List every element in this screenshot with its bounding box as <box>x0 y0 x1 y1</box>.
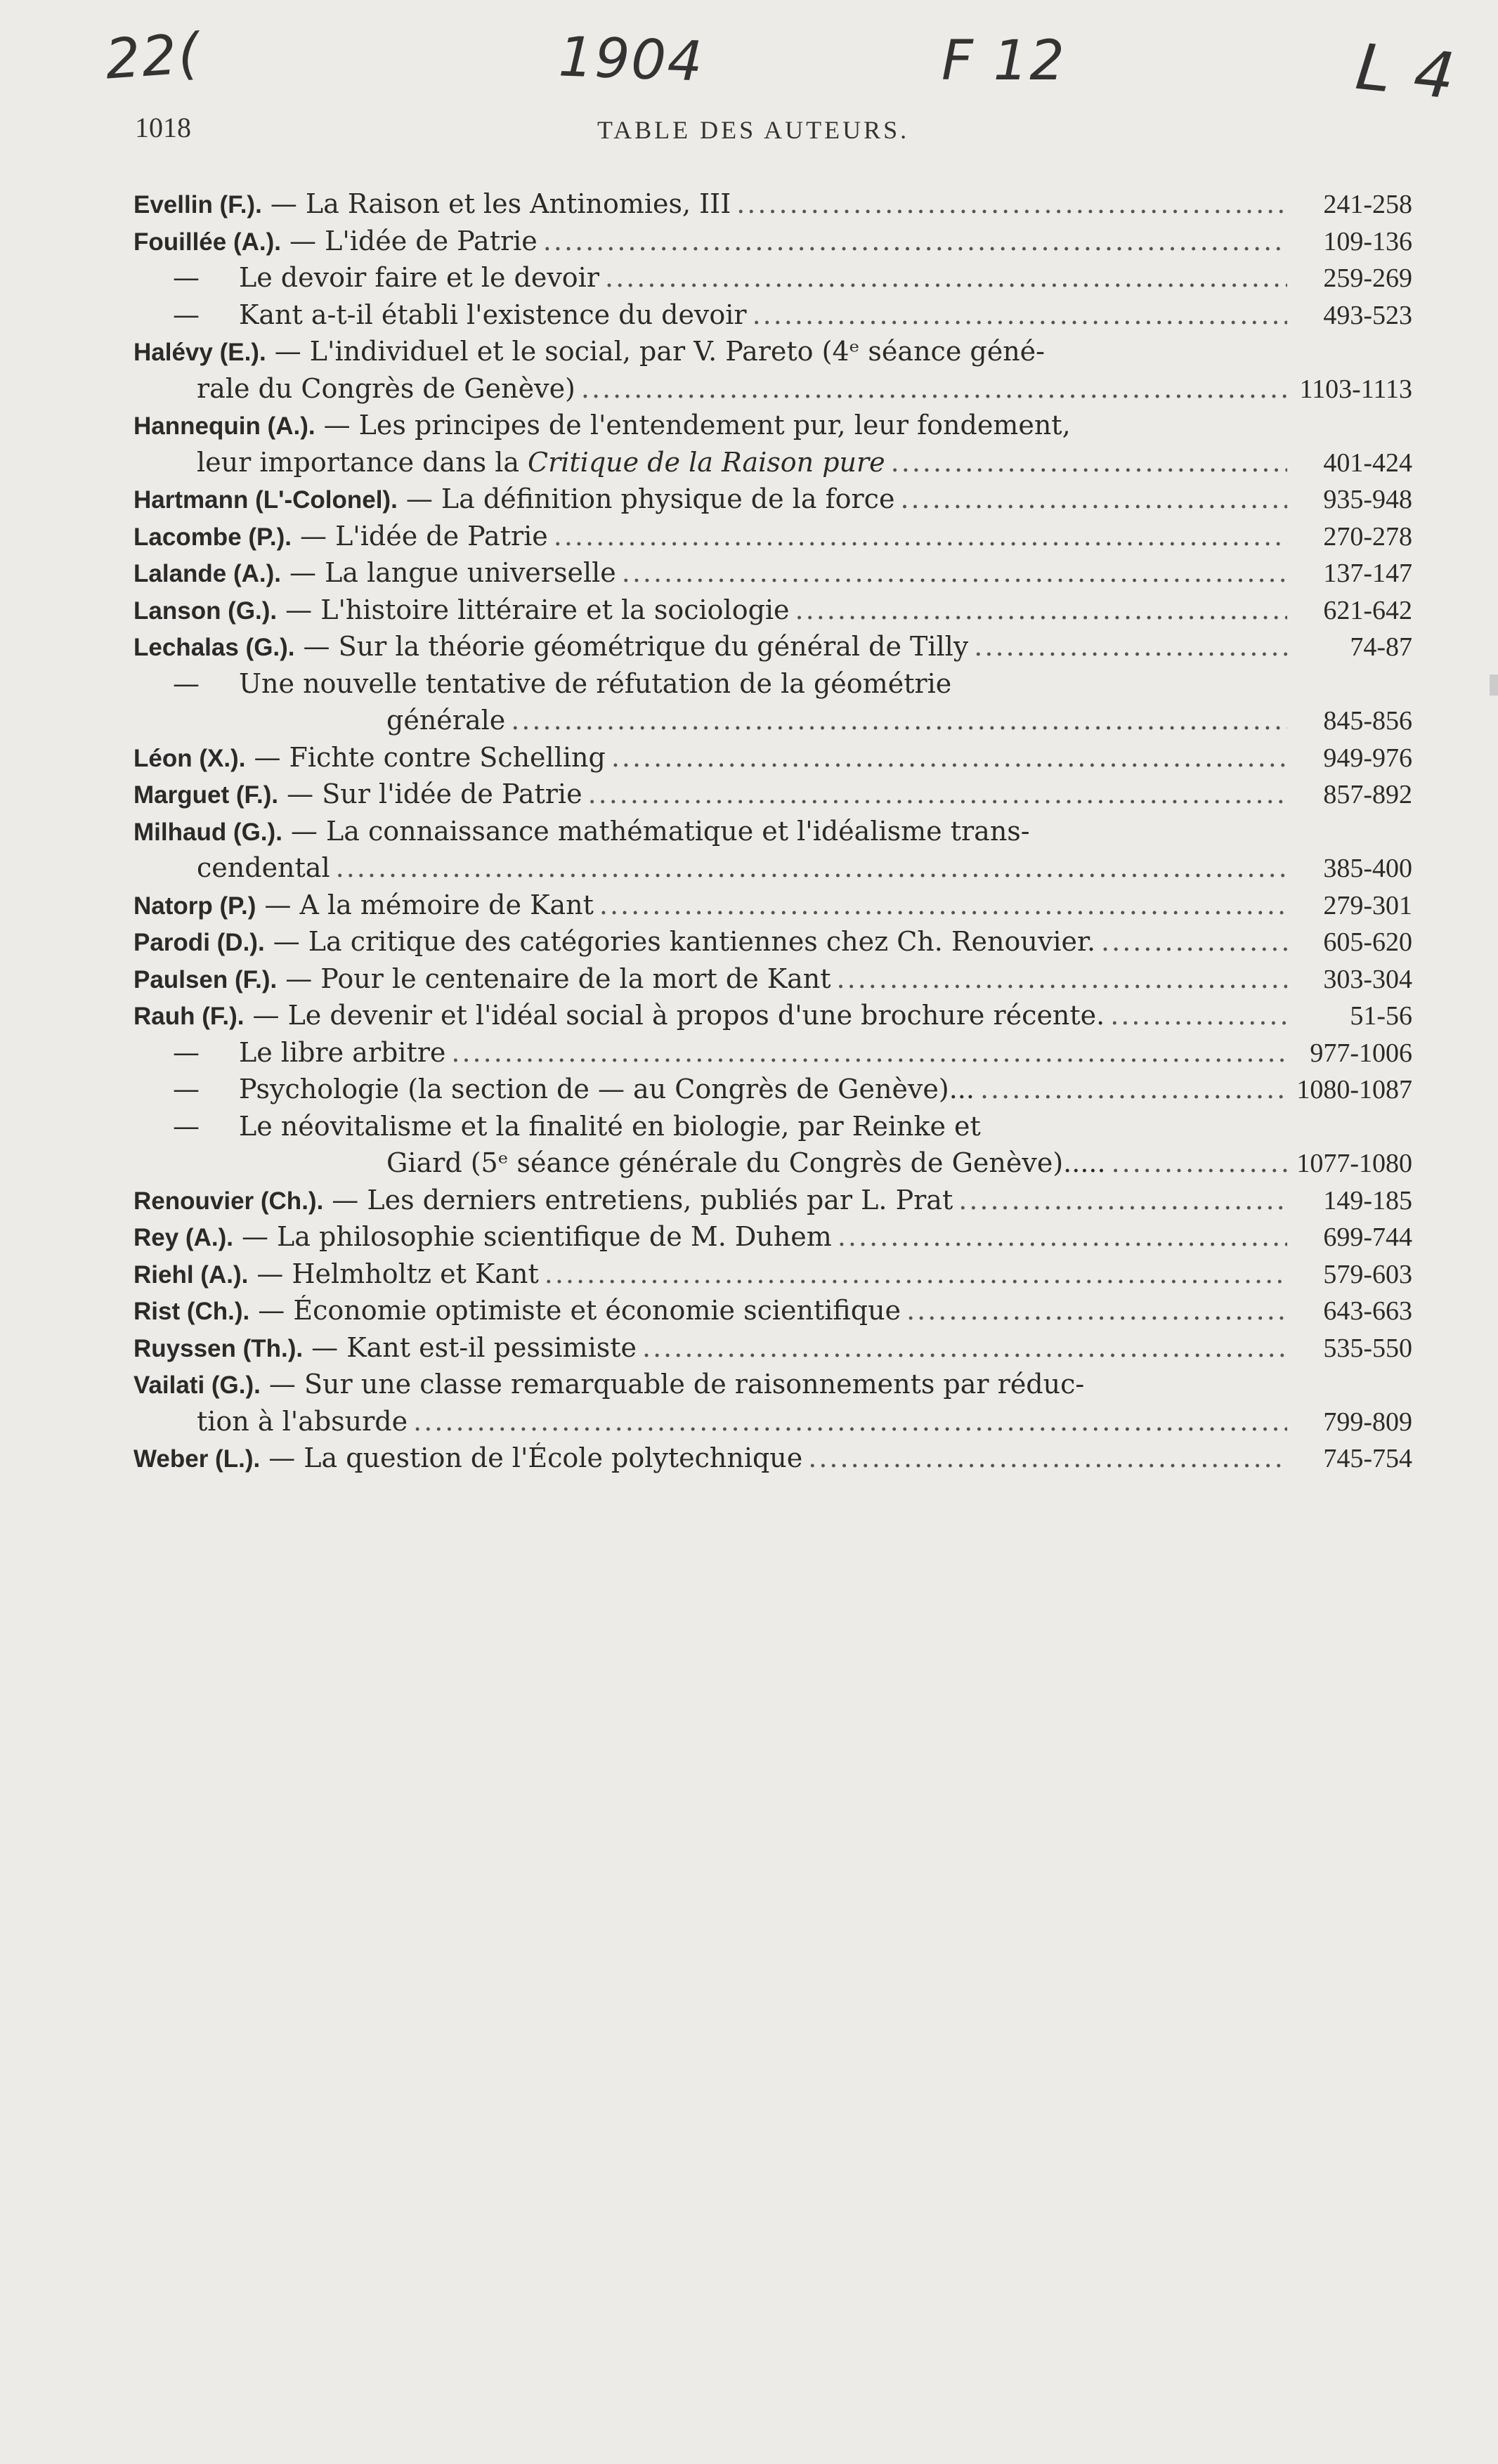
index-entry <box>133 1037 1412 1074</box>
page-range: 51-56 <box>1350 1001 1412 1031</box>
index-entry <box>133 521 1412 558</box>
page-range: 109-136 <box>1323 226 1412 256</box>
entry-line <box>133 889 1412 927</box>
dot-leader <box>837 963 1287 994</box>
author-name: Renouvier (Ch.). <box>133 1187 324 1215</box>
entry-title: — La connaissance mathématique et l'idéalisme trans- <box>290 815 1030 847</box>
index-entry <box>133 1442 1412 1480</box>
index-entry <box>133 1074 1412 1111</box>
entry-title: — L'idée de Patrie <box>289 225 538 256</box>
index-entry <box>133 1332 1412 1369</box>
entry-line <box>133 336 1412 373</box>
author-name: Halévy (E.). <box>133 339 266 366</box>
author-name: Rist (Ch.). <box>133 1298 250 1325</box>
entry-line <box>133 188 1412 226</box>
page-range: 621-642 <box>1323 595 1412 625</box>
entry-title: — Sur une classe remarquable de raisonnements par réduc- <box>268 1369 1085 1400</box>
entry-continuation-line <box>133 373 1412 410</box>
dot-leader <box>336 852 1287 883</box>
page-range: 535-550 <box>1323 1333 1412 1363</box>
index-entry <box>133 594 1412 632</box>
page-range: 241-258 <box>1323 190 1412 219</box>
dot-leader <box>838 1221 1287 1252</box>
entry-title: — A la mémoire de Kant <box>264 889 594 920</box>
entry-line <box>133 557 1412 594</box>
page-range: 1080-1087 <box>1296 1075 1412 1104</box>
dot-leader <box>642 1332 1287 1363</box>
page-range: 493-523 <box>1323 300 1412 330</box>
index-entry <box>133 1185 1412 1222</box>
author-name: Weber (L.). <box>133 1445 261 1473</box>
page-range: 385-400 <box>1323 854 1412 883</box>
author-name: Milhaud (G.). <box>133 818 282 846</box>
index-entry <box>133 299 1412 337</box>
dot-leader <box>588 778 1287 809</box>
dot-leader <box>581 373 1287 404</box>
author-name: Léon (X.). <box>133 744 246 772</box>
entry-line <box>133 963 1412 1000</box>
entry-title: — Helmholtz et Kant <box>256 1258 539 1289</box>
page-range: 303-304 <box>1323 964 1412 994</box>
entry-title: — La philosophie scientifique de M. Duhem <box>241 1221 832 1252</box>
index-entry <box>133 1369 1412 1442</box>
entry-title-continued: leur importance dans la <box>197 446 520 478</box>
index-entry <box>133 1221 1412 1258</box>
entry-line <box>133 668 1412 705</box>
entry-title: — Économie optimiste et économie scientifique <box>258 1295 901 1326</box>
entry-line <box>133 1074 1412 1111</box>
index-entry <box>133 226 1412 263</box>
dot-leader <box>795 594 1287 625</box>
ditto-dash: — <box>173 1074 200 1104</box>
page-range: 799-809 <box>1323 1407 1412 1437</box>
dot-leader <box>808 1442 1287 1473</box>
entry-title: — La définition physique de la force <box>405 483 895 514</box>
entry-line <box>133 226 1412 263</box>
entry-line <box>133 631 1412 668</box>
author-name: Lacombe (P.). <box>133 523 292 551</box>
author-name: Riehl (A.). <box>133 1260 249 1289</box>
entry-title: — La langue universelle <box>289 557 616 588</box>
index-entry <box>133 1000 1412 1037</box>
entry-line <box>133 742 1412 779</box>
entry-continuation-line <box>133 1406 1412 1443</box>
page-range: 699-744 <box>1323 1223 1412 1252</box>
ditto-dash: — <box>173 667 200 699</box>
entry-title: Le néovitalisme et la finalité en biologie, par Reinke et <box>239 1110 981 1142</box>
ditto-dash: — <box>173 299 200 330</box>
entry-title: Le devoir faire et le devoir <box>239 262 599 293</box>
entry-continuation-line <box>133 1147 1412 1185</box>
entry-title-continued: cendental <box>197 852 330 883</box>
dot-leader <box>622 557 1287 588</box>
page-range: 137-147 <box>1323 559 1412 588</box>
dot-leader <box>451 1037 1287 1068</box>
entry-continuation-line <box>133 852 1412 889</box>
entry-line <box>133 1185 1412 1222</box>
page-range: 259-269 <box>1323 263 1412 293</box>
dot-leader <box>958 1185 1287 1215</box>
dot-leader <box>1110 1000 1287 1031</box>
dot-leader <box>974 631 1287 662</box>
dot-leader <box>554 521 1287 552</box>
entry-title-continued: générale <box>386 705 506 736</box>
entry-title-continued: Giard (5ᵉ séance générale du Congrès de Genève)..... <box>386 1147 1106 1178</box>
dot-leader <box>891 447 1287 478</box>
dot-leader <box>599 889 1287 920</box>
entry-title-continued: rale du Congrès de Genève) <box>197 372 575 404</box>
index-entry <box>133 336 1412 410</box>
dot-leader <box>753 299 1287 330</box>
entry-line <box>133 483 1412 521</box>
handwritten-year: 1904 <box>557 25 705 94</box>
index-entry <box>133 1295 1412 1332</box>
work-title-italic: Critique de la Raison pure <box>528 446 885 478</box>
author-name: Hartmann (L'-Colonel). <box>133 486 398 514</box>
entry-continuation-line <box>133 705 1412 742</box>
ditto-dash: — <box>173 1110 200 1142</box>
dot-leader <box>413 1406 1287 1437</box>
entry-title: — L'idée de Patrie <box>299 520 548 552</box>
entry-line <box>133 410 1412 447</box>
entry-title: — Pour le centenaire de la mort de Kant <box>285 963 831 994</box>
entry-line <box>133 1037 1412 1074</box>
page-range: 845-856 <box>1323 706 1412 736</box>
author-name: Paulsen (F.). <box>133 965 278 993</box>
page-range: 977-1006 <box>1310 1038 1412 1068</box>
handwritten-annotation-left: 22( <box>103 22 203 92</box>
index-entry <box>133 1258 1412 1296</box>
dot-leader <box>511 705 1287 736</box>
entry-line <box>133 778 1412 816</box>
page-range: 1077-1080 <box>1296 1149 1412 1178</box>
entry-line <box>133 1258 1412 1296</box>
entry-title: — L'histoire littéraire et la sociologie <box>285 594 790 625</box>
handwritten-annotation-right: L 4 <box>1352 30 1460 115</box>
page-range: 643-663 <box>1323 1296 1412 1326</box>
entry-title: Une nouvelle tentative de réfutation de la géométrie <box>239 667 952 699</box>
entry-line <box>133 1295 1412 1332</box>
entry-line <box>133 1332 1412 1369</box>
page-range: 279-301 <box>1323 890 1412 920</box>
author-name: Hannequin (A.). <box>133 412 315 440</box>
entry-title: — Sur la théorie géométrique du général de Tilly <box>303 631 969 662</box>
entry-title: — La critique des catégories kantiennes chez Ch. Renouvier. <box>273 926 1096 957</box>
index-entry <box>133 188 1412 226</box>
entry-line <box>133 816 1412 853</box>
index-entry <box>133 1111 1412 1185</box>
page-range: 401-424 <box>1323 448 1412 478</box>
entry-title: — La question de l'École polytechnique <box>268 1442 803 1473</box>
entry-title: — Les derniers entretiens, publiés par L. Prat <box>332 1184 953 1215</box>
page-range: 857-892 <box>1323 780 1412 809</box>
author-name: Lanson (G.). <box>133 597 278 625</box>
index-entry <box>133 742 1412 779</box>
author-name: Rey (A.). <box>133 1224 233 1251</box>
author-name: Ruyssen (Th.). <box>133 1334 304 1362</box>
index-entry <box>133 889 1412 927</box>
dot-leader <box>906 1295 1287 1326</box>
ditto-dash: — <box>173 1036 200 1068</box>
page-range: 605-620 <box>1323 927 1412 957</box>
entry-title: Le libre arbitre <box>239 1036 446 1068</box>
dot-leader <box>900 483 1287 514</box>
dot-leader <box>605 262 1287 293</box>
entry-line <box>133 1111 1412 1148</box>
author-index-list <box>105 188 1412 1480</box>
entry-line <box>133 594 1412 632</box>
dot-leader <box>611 742 1287 773</box>
page-number: 1018 <box>135 112 191 143</box>
entry-line <box>133 926 1412 963</box>
dot-leader <box>736 188 1287 219</box>
index-entry <box>133 262 1412 299</box>
index-entry <box>133 668 1412 742</box>
index-entry <box>133 557 1412 594</box>
entry-title: — Les principes de l'entendement pur, leur fondement, <box>323 410 1071 441</box>
page-range: 935-948 <box>1323 485 1412 514</box>
entry-line <box>133 262 1412 299</box>
index-entry <box>133 778 1412 816</box>
entry-line <box>133 1369 1412 1406</box>
entry-title: — Le devenir et l'idéal social à propos d'une brochure récente. <box>252 1000 1105 1031</box>
index-entry <box>133 483 1412 521</box>
page-range: 1103-1113 <box>1299 374 1412 404</box>
entry-title: — Kant est-il pessimiste <box>311 1331 637 1363</box>
entry-title: — Fichte contre Schelling <box>254 741 606 773</box>
author-name: Evellin (F.). <box>133 191 262 219</box>
page-range: 270-278 <box>1323 521 1412 552</box>
entry-line <box>133 1442 1412 1480</box>
author-name: Vailati (G.). <box>133 1371 261 1399</box>
author-name: Parodi (D.). <box>133 929 265 956</box>
running-title: TABLE DES AUTEURS. <box>597 116 910 144</box>
ditto-dash: — <box>173 262 200 293</box>
page-range: 745-754 <box>1323 1444 1412 1473</box>
index-entry <box>133 963 1412 1000</box>
index-entry <box>133 816 1412 889</box>
page-edge-mark <box>1490 674 1498 696</box>
entry-title: Psychologie (la section de — au Congrès de Genève)... <box>239 1074 975 1104</box>
author-name: Fouillée (A.). <box>133 228 281 256</box>
entry-title-continued: tion à l'absurde <box>197 1405 408 1437</box>
page-range: 149-185 <box>1323 1185 1412 1215</box>
dot-leader <box>545 1258 1287 1289</box>
dot-leader <box>980 1074 1287 1104</box>
author-name: Natorp (P.) <box>133 892 256 920</box>
page-range: 579-603 <box>1323 1259 1412 1289</box>
entry-title: — La Raison et les Antinomies, III <box>270 188 731 219</box>
index-entry <box>133 410 1412 483</box>
dot-leader <box>1112 1147 1287 1178</box>
dot-leader <box>543 226 1287 256</box>
index-entry <box>133 926 1412 963</box>
index-entry <box>133 631 1412 668</box>
entry-line <box>133 1000 1412 1037</box>
page-range: 949-976 <box>1323 743 1412 773</box>
entry-title: — L'individuel et le social, par V. Pareto (4ᵉ séance géné- <box>274 336 1046 367</box>
page-range: 74-87 <box>1350 632 1412 662</box>
author-name: Lechalas (G.). <box>133 634 295 661</box>
entry-line <box>133 299 1412 337</box>
entry-line <box>133 1221 1412 1258</box>
handwritten-annotation-middle: F 12 <box>942 30 1066 93</box>
author-name: Lalande (A.). <box>133 560 282 587</box>
author-name: Rauh (F.). <box>133 1003 245 1030</box>
entry-line <box>133 521 1412 558</box>
dot-leader <box>1101 926 1287 957</box>
author-name: Marguet (F.). <box>133 781 279 809</box>
entry-title: — Sur l'idée de Patrie <box>287 778 582 809</box>
entry-title: Kant a-t-il établi l'existence du devoir <box>239 299 747 330</box>
entry-continuation-line <box>133 447 1412 484</box>
